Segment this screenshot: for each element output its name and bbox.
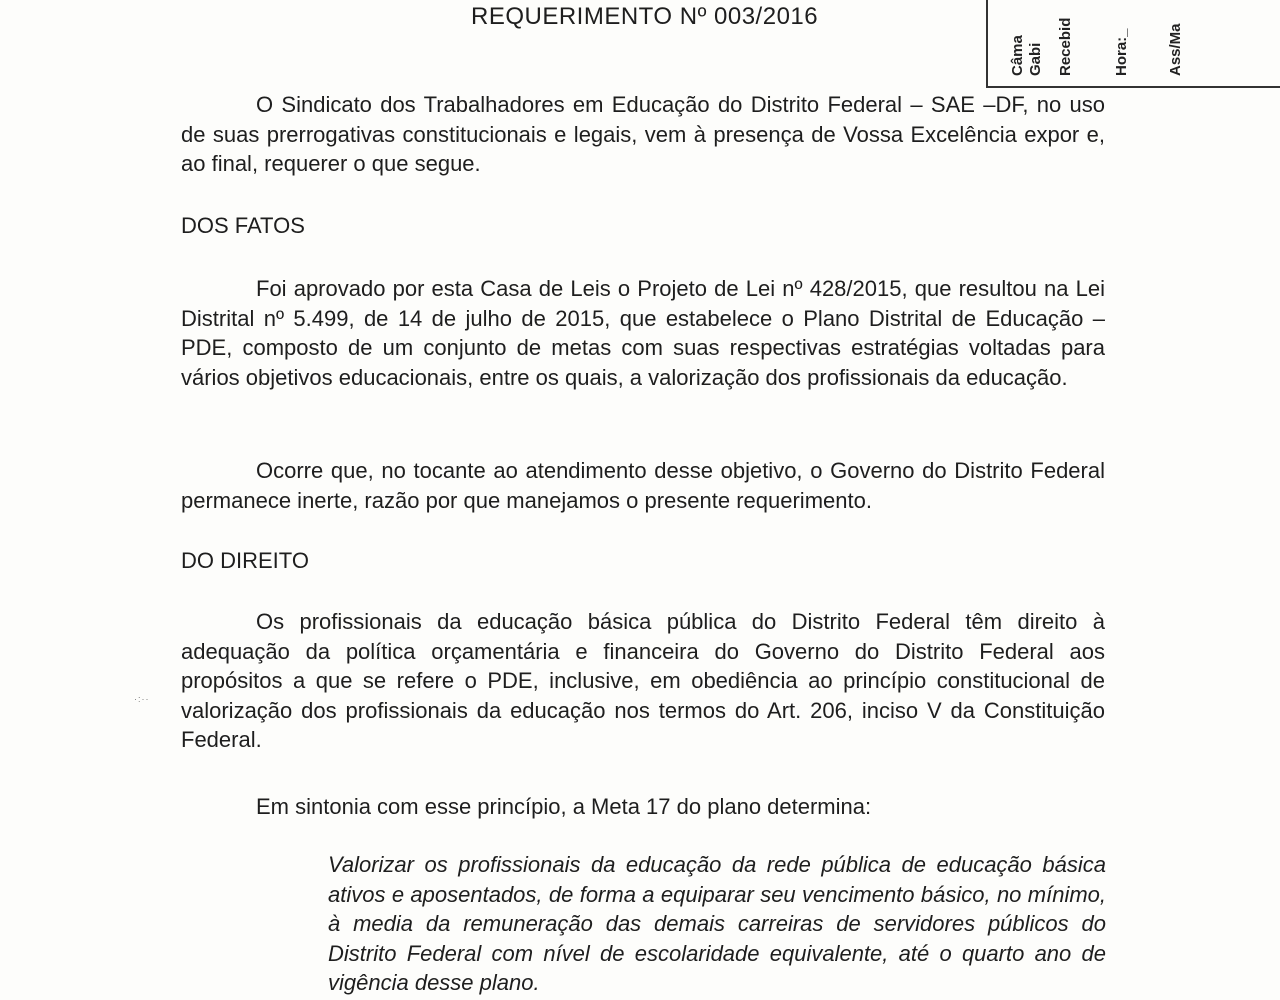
fatos-paragraph-1: Foi aprovado por esta Casa de Leis o Projeto de Lei nº 428/2015, que resultou na Lei Distrital nº 5.499, de 14 de julho de 2015, que estabelece o Plano Distrital de Educação – PDE, composto de um conjunto de metas com suas respectivas estratégias voltadas para vários objetivos educacionais, entre os quais, a valorização dos profissionais da educação.: [181, 276, 1105, 390]
intro-paragraph: O Sindicato dos Trabalhadores em Educação do Distrito Federal – SAE –DF, no uso de suas prerrogativas constitucionais e legais, vem à presença de Vossa Excelência expor e, ao final, requerer o que segue.: [181, 92, 1105, 176]
scan-speck: ·:··: [134, 694, 150, 704]
section-heading-fatos: DOS FATOS: [181, 213, 305, 238]
fatos-paragraph-2: Ocorre que, no tocante ao atendimento desse objetivo, o Governo do Distrito Federal permanece inerte, razão por que manejamos o presente requerimento.: [181, 458, 1105, 513]
stamp-line: Recebid: [1057, 17, 1074, 76]
document-title: REQUERIMENTO Nº 003/2016: [471, 3, 819, 30]
direito-paragraph-1: Os profissionais da educação básica pública do Distrito Federal têm direito à adequação da política orçamentária e financeira do Governo do Distrito Federal aos propósitos a que se refere o PDE, inclusive, em obediência ao princípio constitucional de valorização dos profissionais da educação nos termos do Art. 206, inciso V da Constituição Federal.: [181, 609, 1105, 752]
stamp-line: Câma: [1009, 35, 1026, 76]
stamp-line: Ass/Ma: [1167, 23, 1184, 76]
reception-stamp: [986, 0, 1280, 88]
section-heading-direito: DO DIREITO: [181, 548, 309, 573]
direito-paragraph-2: Em sintonia com esse princípio, a Meta 17 do plano determina:: [256, 794, 872, 819]
meta-17-quote: Valorizar os profissionais da educação da rede pública de educação básica ativos e aposentados, de forma a equiparar seu vencimento básico, no mínimo, à media da remuneração das demais carreiras de servidores públicos do Distrito Federal com nível de escolaridade equivalente, até o quarto ano de vigência desse plano.: [328, 852, 1106, 995]
stamp-line: Gabi: [1027, 42, 1044, 76]
stamp-line: Hora:_: [1113, 28, 1130, 76]
